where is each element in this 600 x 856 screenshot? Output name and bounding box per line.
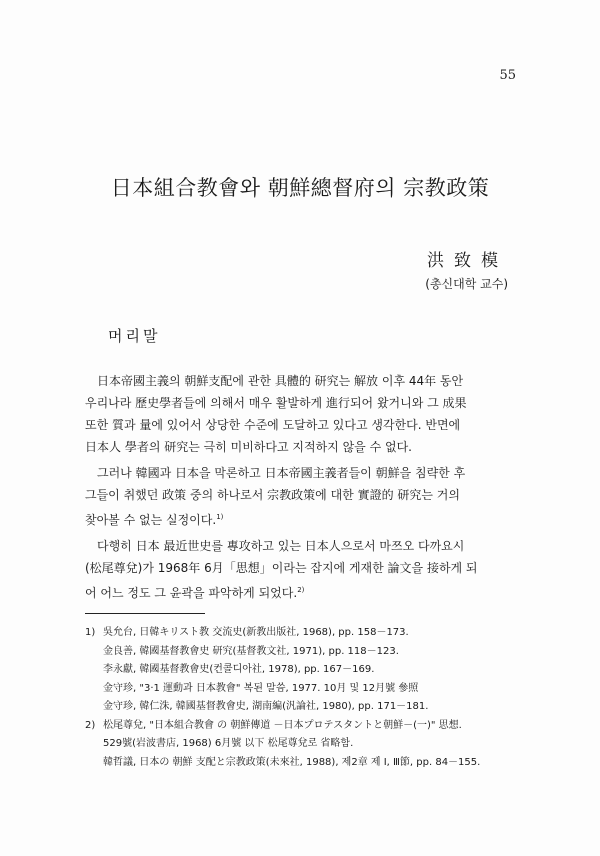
footnote [85, 624, 530, 643]
footnote [85, 698, 530, 717]
footnotes [85, 624, 530, 772]
text-line: 그들이 취했던 政策 중의 하나로서 宗教政策에 대한 實證的 研究는 거의 [85, 488, 460, 502]
footnote-text: 金良善, 韓國基督教會史 研究(基督教文社, 1971), pp. 118－123. [103, 645, 399, 657]
text-line: 다행히 日本 最近世史를 專攻하고 있는 日本人으로서 마쯔오 다까요시 [97, 539, 465, 553]
text-line-content: 어 어느 정도 그 윤곽을 파악하게 되었다. [85, 586, 298, 600]
author-name: 洪致模 [427, 251, 508, 271]
author-affiliation: (총신대학 교수) [425, 277, 508, 291]
paragraph-1 [85, 370, 523, 458]
footnote [85, 717, 530, 736]
footnote-ref: 1) [216, 513, 224, 521]
footnote [85, 661, 530, 680]
body-text [85, 370, 523, 608]
paragraph-3 [85, 535, 523, 604]
text-line: 또한 質과 量에 있어서 상당한 수준에 도달하고 있다고 생각한다. 반면에 [85, 418, 461, 432]
text-line: 우리나라 歷史學者들에 의해서 매우 활발하게 進行되어 왔거니와 그 成果 [85, 396, 467, 410]
text-line: (松尾尊兌)가 1968年 6月「思想」이라는 잡지에 게재한 論文을 接하게 되 [85, 561, 478, 575]
text-line: 日本人 學者의 研究는 극히 미비하다고 지적하지 않을 수 없다. [85, 440, 412, 454]
footnote-text: 松尾尊兌, "日本組合教會 の 朝鮮傳道 －日本プロテスタントと朝鮮－(一)" 思想. [103, 719, 462, 731]
paragraph-2 [85, 462, 523, 531]
footnote [85, 680, 530, 699]
footnote-text: 金守珍, 韓仁洙, 韓國基督教會史, 湖南編(汎論社, 1980), pp. 171－181. [103, 701, 429, 712]
footnote [85, 735, 530, 754]
footnote-text: 529號(岩波書店, 1968) 6月號 以下 松尾尊兌로 省略함. [103, 738, 354, 749]
text-line [85, 579, 523, 604]
footnote-text: 李永獻, 韓國基督教會史(컨콜디아社, 1978), pp. 167－169. [103, 664, 375, 675]
section-heading: 머리말 [108, 327, 161, 345]
footnote-number: 2) [85, 719, 96, 731]
footnote [85, 754, 530, 773]
footnote [85, 643, 530, 662]
text-line: 그러나 韓國과 日本을 막론하고 日本帝國主義者들이 朝鮮을 침략한 후 [97, 466, 466, 480]
text-line: 日本帝國主義의 朝鮮支配에 관한 具體的 研究는 解放 이후 44年 동안 [97, 374, 464, 388]
footnote-text: 韓哲議, 日本の 朝鮮 支配と宗教政策(未來社, 1988), 제2章 제 Ⅰ, Ⅲ節, pp. 84－155. [103, 756, 481, 768]
footnote-divider [85, 613, 205, 614]
text-line [85, 506, 523, 531]
footnote-ref: 2) [297, 586, 305, 594]
footnote-number: 1) [85, 627, 96, 638]
footnote-text: 金守珍, "3·1 運動과 日本教會" 복된 말씀, 1977. 10月 및 12月號 參照 [103, 682, 419, 694]
text-line-content: 찾아볼 수 없는 실정이다. [85, 513, 217, 527]
paper-title: 日本組合教會와 朝鮮總督府의 宗教政策 [110, 176, 490, 200]
page-number: 55 [499, 68, 516, 83]
footnote-text: 吳允台, 日韓キリスト教 交流史(新教出版社, 1968), pp. 158－173. [103, 627, 409, 638]
